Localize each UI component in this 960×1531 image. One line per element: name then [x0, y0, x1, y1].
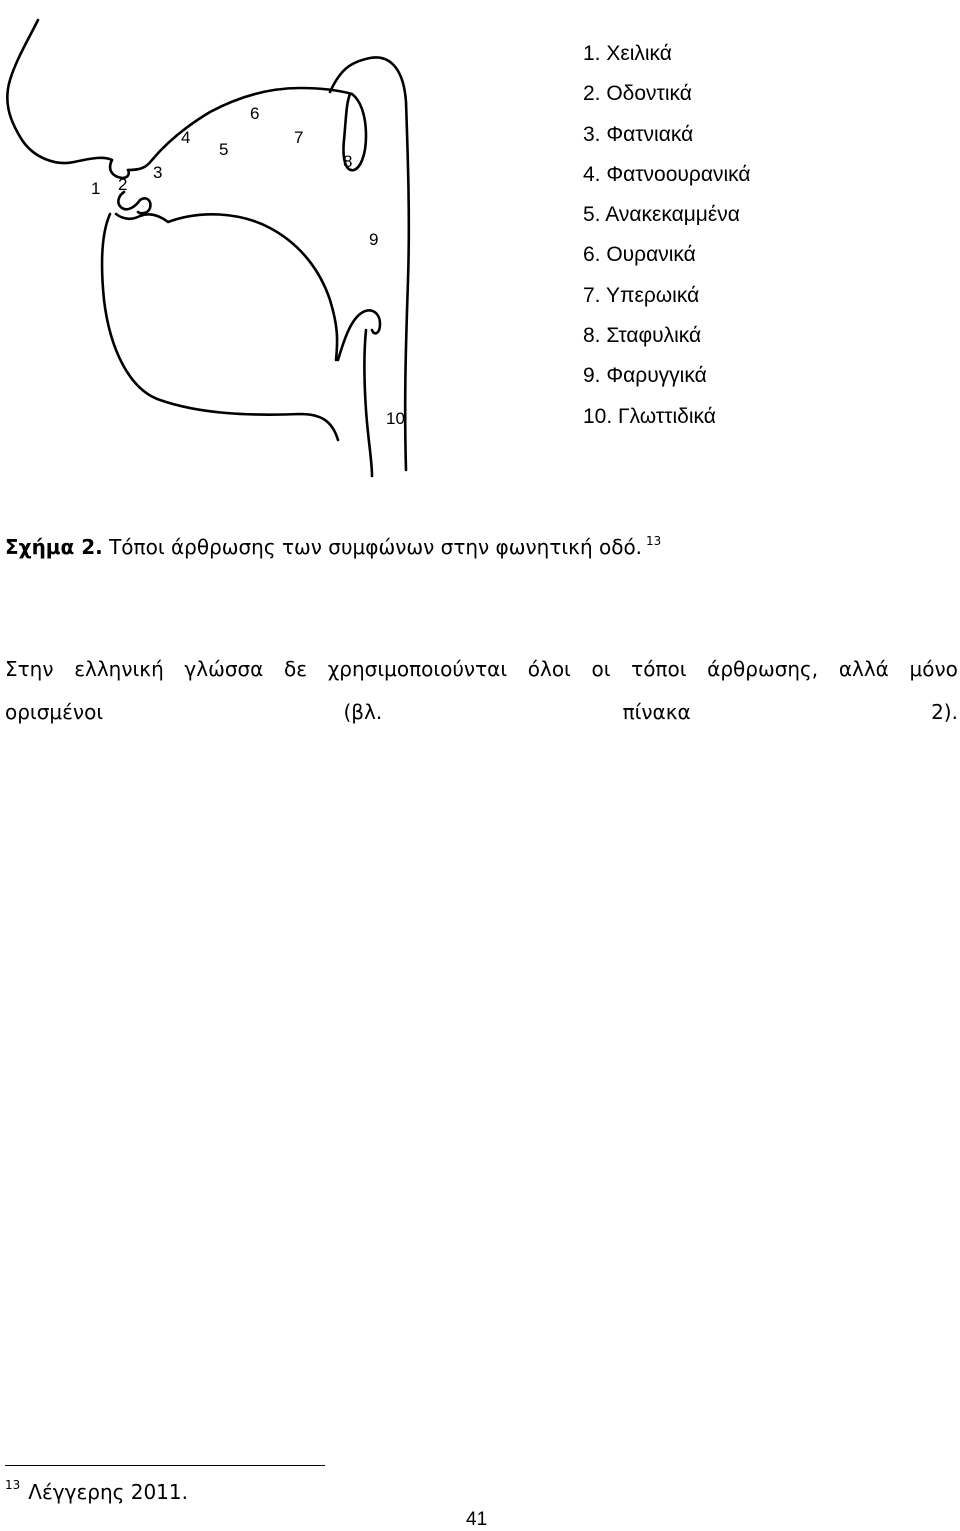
vocal-tract-diagram — [0, 0, 440, 480]
word: όλοι — [527, 657, 571, 681]
footnote-number: 13 — [5, 1478, 21, 1492]
articulation-legend — [583, 34, 751, 437]
word: ελληνική — [74, 657, 164, 681]
paragraph-line-2 — [5, 700, 958, 724]
legend-item: 10. Γλωττιδικά — [583, 404, 716, 428]
word: ορισμένοι — [5, 700, 104, 724]
legend-item: 3. Φατνιακά — [583, 122, 694, 146]
footnote — [5, 1478, 188, 1504]
legend-item: 8. Σταφυλικά — [583, 324, 702, 348]
legend-item: 4. Φατνοουρανικά — [583, 162, 751, 186]
diagram-label-10: 10 — [386, 409, 405, 428]
word: 2). — [931, 700, 958, 724]
diagram-label-2: 2 — [118, 175, 128, 194]
legend-item: 1. Χειλικά — [583, 42, 672, 65]
diagram-label-5: 5 — [219, 140, 229, 159]
word: οι — [591, 657, 611, 681]
legend-item: 2. Οδοντικά — [583, 82, 692, 106]
word: δε — [284, 657, 308, 681]
caption-label: Σχήμα 2. — [5, 535, 103, 559]
legend-item: 6. Ουρανικά — [583, 243, 696, 267]
nose-outline — [7, 20, 112, 163]
footnote-divider — [5, 1465, 325, 1466]
word: (βλ. — [343, 700, 383, 724]
word: γλώσσα — [184, 657, 264, 681]
word: πίνακα — [622, 700, 691, 724]
diagram-label-1: 1 — [91, 179, 101, 198]
legend-item: 5. Ανακεκαμμένα — [583, 203, 740, 227]
legend-item: 9. Φαρυγγικά — [583, 364, 707, 388]
caption-footnote-ref[interactable]: 13 — [646, 534, 662, 548]
diagram-label-7: 7 — [294, 128, 304, 147]
diagram-label-3: 3 — [153, 163, 163, 182]
page-number: 41 — [466, 1509, 488, 1530]
tongue-outline — [116, 214, 337, 360]
figure-caption — [5, 534, 661, 559]
word: χρησιμοποιούνται — [327, 657, 508, 681]
diagram-label-6: 6 — [250, 104, 260, 123]
lower-lip — [118, 192, 150, 213]
diagram-label-4: 4 — [181, 128, 191, 147]
word: μόνο — [909, 657, 958, 681]
paragraph-line-1 — [5, 657, 958, 681]
jaw-outline — [102, 214, 338, 440]
word: άρθρωσης, — [707, 657, 819, 681]
word: αλλά — [838, 657, 889, 681]
legend-item: 7. Υπερωικά — [583, 283, 700, 307]
word: τόποι — [631, 657, 687, 681]
word: Στην — [5, 657, 54, 681]
larynx — [365, 330, 373, 476]
diagram-label-9: 9 — [369, 230, 379, 249]
palate-outline — [128, 88, 352, 170]
diagram-label-8: 8 — [343, 152, 353, 171]
epiglottis — [338, 310, 380, 360]
footnote-text: Λέγγερης 2011. — [28, 1480, 188, 1504]
caption-text: Τόποι άρθρωσης των συμφώνων στην φωνητική οδό. — [109, 535, 643, 559]
